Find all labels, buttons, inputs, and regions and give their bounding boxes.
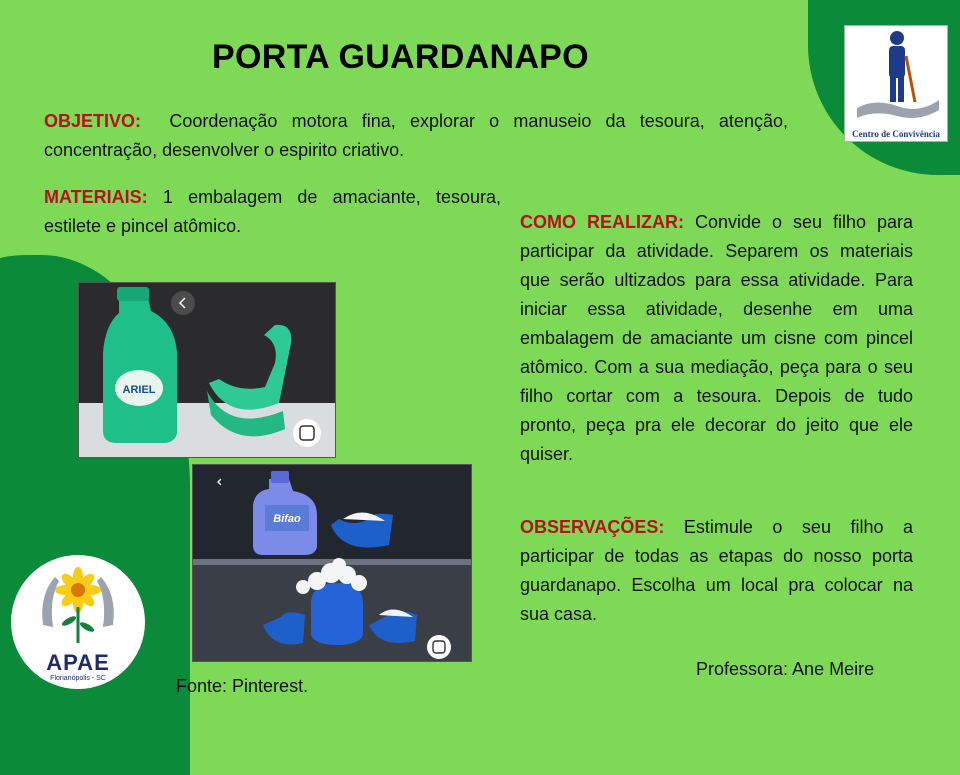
materiais-label: MATERIAIS: (44, 187, 148, 207)
professora-credit: Professora: Ane Meire (696, 659, 875, 679)
observacoes-paragraph (520, 513, 913, 629)
photo-blue-bottle-napkin-holders (192, 464, 472, 662)
materiais-paragraph (44, 183, 501, 241)
apae-name: APAE (46, 650, 110, 675)
observacoes-label: OBSERVAÇÕES: (520, 517, 665, 537)
como-realizar-text: Convide o seu filho para participar da atividade. Separem os materiais que serão ultizados para essa atividade. Para iniciar essa atividade, desenhe em uma embalagem de amaciante um cisne com pincel atômico. Com a sua mediação, peça para o seu filho cortar com a tesoura. Depois de tudo pronto, peça pra ele decorar do jeito que ele quiser. (520, 212, 913, 464)
como-realizar-label: COMO REALIZAR: (520, 212, 684, 232)
bottle-brand-label-2: Bifao (273, 513, 301, 525)
lens-search-icon (427, 635, 451, 659)
centro-convivencia-logo (844, 25, 948, 142)
elderly-person-icon (845, 26, 949, 126)
materiais-text: 1 embalagem de amaciante, tesoura, estilete e pincel atômico. (44, 187, 501, 236)
photo-green-bottle-swan (78, 282, 336, 458)
lens-search-icon (293, 419, 321, 447)
objetivo-paragraph (44, 107, 788, 165)
sunflower-hands-icon (11, 555, 145, 650)
observacoes-text: Estimule o seu filho a participar de todas as etapas do nosso porta guardanapo. Escolha um local pra colocar na sua casa. (520, 517, 913, 624)
centro-convivencia-caption: Centro de Convivência (852, 129, 940, 139)
objetivo-label: OBJETIVO: (44, 111, 142, 131)
bottle-brand-label: ARIEL (122, 384, 156, 396)
chevron-left-icon (171, 291, 195, 315)
source-credit: Fonte: Pinterest. (176, 676, 309, 696)
como-realizar-paragraph (520, 208, 913, 469)
apae-logo (11, 555, 145, 689)
apae-city: Florianópolis - SC (50, 675, 106, 682)
objetivo-text: Coordenação motora fina, explorar o manuseio da tesoura, atenção, concentração, desenvolver o espirito criativo. (44, 111, 788, 160)
page-title: PORTA GUARDANAPO (212, 38, 589, 76)
